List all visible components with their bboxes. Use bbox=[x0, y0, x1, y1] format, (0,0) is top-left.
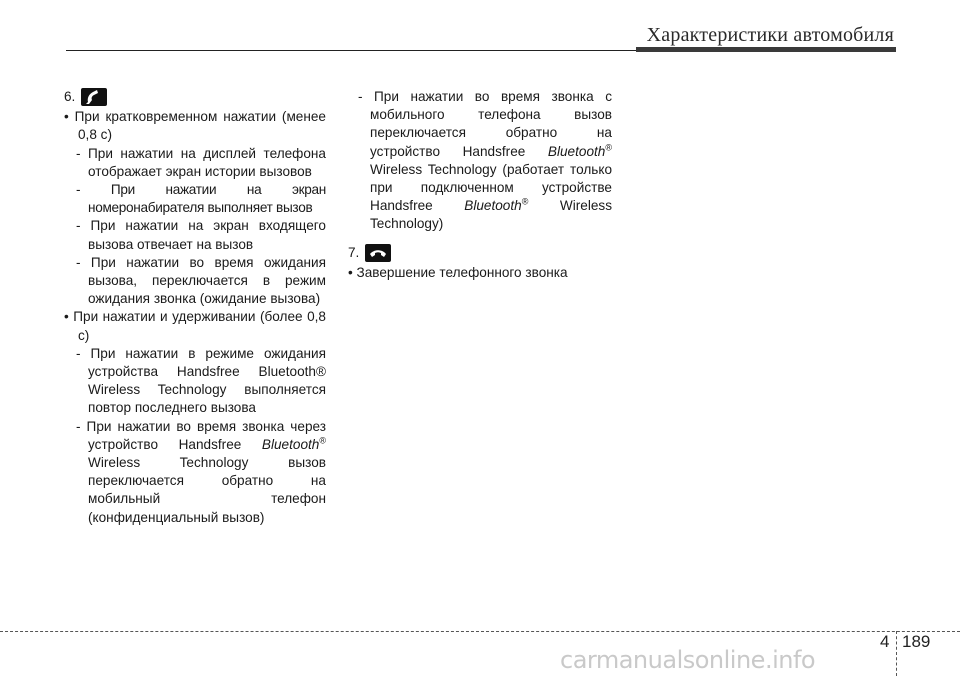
registered-mark: ® bbox=[521, 196, 529, 207]
item-6-heading bbox=[64, 88, 326, 106]
item-7-heading bbox=[348, 244, 612, 262]
chapter-number: 4 bbox=[880, 632, 890, 651]
sub-item: - При нажатии на экран номеронабирателя выполняет вызов bbox=[76, 182, 326, 216]
watermark: carmanualsonline.info bbox=[560, 646, 816, 674]
sub-item-transfer-call bbox=[348, 88, 612, 234]
bullet-short-press: • При кратковременном нажатии (менее 0,8 с) bbox=[64, 109, 326, 143]
bullet-end-call: • Завершение телефонного звонка bbox=[348, 264, 568, 280]
sub-text: Wireless Technology вызов переключается обратно на мобильный телефон (конфиденциальный вызов) bbox=[88, 455, 326, 525]
sub-text: - При нажатии во время звонка с мобильного телефона вызов переключается обратно на устройство Handsfree bbox=[358, 89, 612, 159]
sub-item: - При нажатии на дисплей телефона отображает экран истории вызовов bbox=[76, 145, 326, 179]
call-icon bbox=[81, 88, 107, 106]
header-rule-accent bbox=[636, 47, 896, 52]
sub-item: - При нажатии на экран входящего вызова отвечает на вызов bbox=[76, 218, 326, 252]
sub-item-handsfree-call bbox=[64, 418, 326, 527]
sub-text: Wireless Technology (работает только при подключенном устройстве Handsfree bbox=[370, 161, 612, 214]
left-column bbox=[64, 88, 326, 527]
sub-item: - При нажатии в режиме ожидания устройства Handsfree Bluetooth® Wireless Technology выполняется повтор последнего вызова bbox=[76, 345, 326, 416]
bluetooth-brand: Bluetooth bbox=[547, 143, 606, 159]
sub-text: - При нажатии во время звонка через устройство Handsfree bbox=[76, 418, 326, 452]
item-7-number: 7. bbox=[348, 244, 360, 260]
page-header-title: Характеристики автомобиля bbox=[646, 24, 894, 46]
right-column bbox=[348, 88, 612, 282]
sub-item: - При нажатии во время ожидания вызова, переключается в режим ожидания звонка (ожидание вызова) bbox=[76, 254, 326, 307]
registered-mark: ® bbox=[319, 435, 326, 446]
end-call-icon bbox=[365, 244, 391, 262]
sub-text: Wireless Technology) bbox=[370, 198, 613, 232]
bluetooth-brand: Bluetooth bbox=[261, 436, 320, 452]
bullet-long-press: • При нажатии и удерживании (более 0,8 с) bbox=[64, 309, 326, 343]
footer-rule bbox=[0, 631, 960, 632]
header-rule bbox=[66, 50, 636, 51]
page-number: 189 bbox=[902, 632, 931, 651]
registered-mark: ® bbox=[605, 142, 612, 153]
item-6-number: 6. bbox=[64, 89, 76, 104]
footer-divider bbox=[896, 631, 897, 676]
bluetooth-brand: Bluetooth bbox=[464, 198, 522, 214]
